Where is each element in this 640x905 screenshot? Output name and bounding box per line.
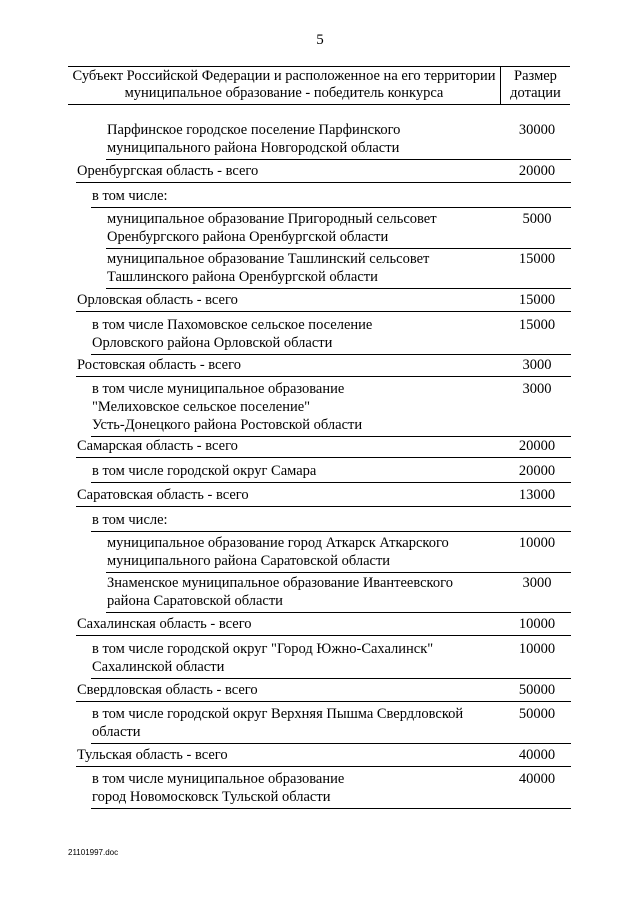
row-name: Саратовская область - всего: [77, 487, 249, 503]
row-divider: [106, 248, 571, 249]
row-amount: 30000: [518, 122, 556, 138]
row-divider: [76, 766, 571, 767]
row-name: в том числе муниципальное образование "Мелиховское сельское поселение" Усть-Донецкого района Ростовской области: [92, 381, 363, 433]
row-amount: 20000: [518, 438, 556, 454]
row-divider: [76, 457, 571, 458]
row-name: Свердловская область - всего: [77, 682, 258, 698]
row-amount: 3000: [522, 357, 552, 373]
row-name: муниципальное образование город Аткарск Аткарского муниципального района Саратовской области: [107, 535, 449, 569]
row-name: муниципальное образование Ташлинский сельсовет Ташлинского района Оренбургской области: [107, 251, 430, 285]
row-divider: [76, 635, 571, 636]
page-number: 5: [316, 32, 324, 48]
row-divider: [106, 288, 571, 289]
row-amount: 15000: [518, 317, 556, 333]
row-name: Оренбургская область - всего: [77, 163, 259, 179]
row-amount: 20000: [518, 463, 556, 479]
row-divider: [91, 354, 571, 355]
row-name: Сахалинская область - всего: [77, 616, 252, 632]
row-name: в том числе городской округ "Город Южно-Сахалинск" Сахалинской области: [92, 641, 434, 675]
row-name: Парфинское городское поселение Парфинского муниципального района Новгородской области: [107, 122, 401, 156]
row-name: Самарская область - всего: [77, 438, 238, 454]
row-divider: [91, 482, 571, 483]
row-divider: [91, 207, 571, 208]
row-amount: 15000: [518, 251, 556, 267]
row-name: в том числе Пахомовское сельское поселение Орловского района Орловской области: [92, 317, 373, 351]
row-divider: [106, 612, 571, 613]
row-divider: [106, 572, 571, 573]
row-name: муниципальное образование Пригородный сельсовет Оренбургского района Оренбургской области: [107, 211, 437, 245]
footer-doc-id: 21101997.doc: [68, 848, 119, 857]
row-amount: 15000: [518, 292, 556, 308]
row-amount: 3000: [522, 381, 552, 397]
row-name: Ростовская область - всего: [77, 357, 241, 373]
row-divider: [76, 376, 571, 377]
row-name: в том числе:: [92, 188, 168, 204]
row-amount: 10000: [518, 616, 556, 632]
row-divider: [76, 311, 571, 312]
row-divider: [76, 506, 571, 507]
row-name: Орловская область - всего: [77, 292, 238, 308]
row-amount: 3000: [522, 575, 552, 591]
row-divider: [91, 808, 571, 809]
row-amount: 20000: [518, 163, 556, 179]
header-amount-column: Размер дотации: [510, 68, 561, 101]
row-amount: 40000: [518, 771, 556, 787]
row-divider: [76, 182, 571, 183]
row-divider: [91, 678, 571, 679]
row-amount: 13000: [518, 487, 556, 503]
row-amount: 10000: [518, 641, 556, 657]
row-amount: 40000: [518, 747, 556, 763]
row-name: Тульская область - всего: [77, 747, 228, 763]
row-name: в том числе городской округ Самара: [92, 463, 317, 479]
row-name: в том числе городской округ Верхняя Пышма Свердловской области: [92, 706, 464, 740]
row-divider: [76, 701, 571, 702]
row-name: в том числе муниципальное образование город Новомосковск Тульской области: [92, 771, 345, 805]
row-amount: 5000: [522, 211, 552, 227]
row-name: Знаменское муниципальное образование Ивантеевского района Саратовской области: [107, 575, 453, 609]
row-divider: [91, 743, 571, 744]
row-amount: 50000: [518, 706, 556, 722]
row-amount: 10000: [518, 535, 556, 551]
row-name: в том числе:: [92, 512, 168, 528]
row-amount: 50000: [518, 682, 556, 698]
row-divider: [106, 159, 571, 160]
row-divider: [91, 531, 571, 532]
header-subject-column: Субъект Российской Федерации и расположенное на его территории муниципальное образование - победитель конкурса: [72, 68, 496, 101]
